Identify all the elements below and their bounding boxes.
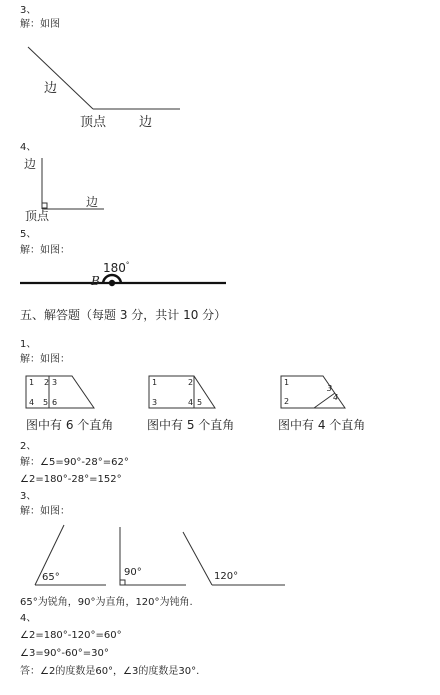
q4-edge2-label: 边 <box>86 195 99 209</box>
q4-vertex-label: 顶点 <box>25 209 50 223</box>
s3-angle3-label: 120° <box>214 571 239 582</box>
fig2-label-2: 2 <box>188 378 194 387</box>
s1-number: 1、 <box>20 339 37 350</box>
q3-number: 3、 <box>20 5 37 16</box>
fig1-caption: 图中有 6 个直角 <box>26 418 114 432</box>
fig2-label-5: 5 <box>197 398 203 407</box>
q3-edge1-label: 边 <box>44 81 58 96</box>
q3-angle-figure <box>28 47 180 109</box>
s3-answer-label: 解：如图： <box>20 506 70 517</box>
s3-number: 3、 <box>20 491 37 502</box>
q4-edge1-label: 边 <box>24 157 37 171</box>
fig3-label-4: 4 <box>333 393 339 402</box>
fig1-label-2: 2 <box>44 378 50 387</box>
fig2-label-3: 3 <box>152 398 158 407</box>
q3-edge2-label: 边 <box>139 115 153 130</box>
s4-line3: 答：∠2的度数是60°，∠3的度数是30°. <box>20 666 200 677</box>
fig2-label-1: 1 <box>152 378 158 387</box>
fig1-label-3: 3 <box>52 378 58 387</box>
fig3-label-1: 1 <box>284 378 290 387</box>
s1-figure-3 <box>281 376 345 408</box>
s1-figure-2 <box>149 376 215 408</box>
s1-answer-label: 解：如图： <box>20 354 70 365</box>
fig1-label-1: 1 <box>29 378 35 387</box>
q4-number: 4、 <box>20 142 37 153</box>
s1-figure-1 <box>26 376 94 408</box>
s3-conclusion: 65°为锐角，90°为直角，120°为钝角. <box>20 597 193 608</box>
q3-answer-label: 解：如图 <box>20 19 60 30</box>
s4-line1: ∠2=180°-120°=60° <box>20 630 122 641</box>
s2-line1: 解：∠5=90°-28°=62° <box>20 457 129 468</box>
right-angle-mark <box>42 203 47 208</box>
q5-straight-angle-figure <box>20 275 226 286</box>
vertex-dot <box>109 280 115 286</box>
fig3-label-2: 2 <box>284 397 290 406</box>
s2-number: 2、 <box>20 441 37 452</box>
fig3-label-3: 3 <box>327 384 333 393</box>
fig3-caption: 图中有 4 个直角 <box>278 418 366 432</box>
fig1-label-5: 5 <box>43 398 49 407</box>
section-5-title: 五、解答题（每题 3 分，共计 10 分） <box>20 308 227 322</box>
s2-line2: ∠2=180°-28°=152° <box>20 474 122 485</box>
s3-angle1-label: 65° <box>42 572 60 583</box>
s4-line2: ∠3=90°-60°=30° <box>20 648 109 659</box>
fig1-label-4: 4 <box>29 398 35 407</box>
fig1-label-6: 6 <box>52 398 58 407</box>
q3-vertex-label: 顶点 <box>80 115 107 130</box>
q5-answer-label: 解：如图： <box>20 245 70 256</box>
fig2-caption: 图中有 5 个直角 <box>147 418 235 432</box>
s3-angle2-label: 90° <box>124 567 142 578</box>
fig2-label-4: 4 <box>188 398 194 407</box>
q5-angle-value: 180° <box>103 261 130 275</box>
q5-number: 5、 <box>20 229 37 240</box>
q5-point-label: B <box>91 274 100 288</box>
right-angle-mark <box>120 580 125 585</box>
s4-number: 4、 <box>20 613 37 624</box>
